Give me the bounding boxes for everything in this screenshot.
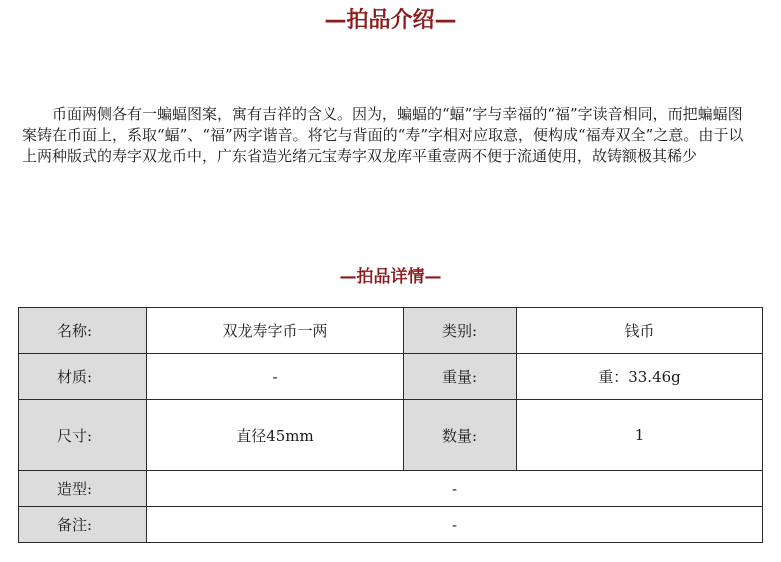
size-label: 尺寸: (19, 400, 147, 471)
category-value: 钱币 (517, 308, 763, 354)
weight-value: 重：33.46g (517, 354, 763, 400)
weight-label: 重量: (404, 354, 517, 400)
intro-paragraph: 币面两侧各有一蝙蝠图案，寓有吉祥的含义。因为，蝙蝠的“蝠”字与幸福的“福”字读音相同，而把蝙蝠图案铸在币面上，系取“蝠”、“福”两字谐音。将它与背面的“寿”字相对应取意，便构成“福寿双全”之意。由于以上两种版式的寿字双龙币中，广东省造光绪元宝寿字双龙库平重壹两不便于流通使用，故铸额极其稀少 (22, 105, 744, 165)
intro-section-title: —拍品介绍— (324, 8, 457, 33)
quantity-label: 数量: (404, 400, 517, 471)
note-value: - (147, 507, 763, 543)
shape-value: - (147, 471, 763, 507)
details-section-title: —拍品详情— (339, 267, 442, 287)
category-label: 类别: (404, 308, 517, 354)
table-row-name-category (19, 308, 763, 354)
quantity-value: 1 (517, 400, 763, 471)
shape-label: 造型: (19, 471, 147, 507)
table-row-note (19, 507, 763, 543)
table-row-material-weight (19, 354, 763, 400)
note-label: 备注: (19, 507, 147, 543)
name-label: 名称: (19, 308, 147, 354)
table-row-size-quantity (19, 400, 763, 471)
details-table (18, 307, 763, 543)
material-label: 材质: (19, 354, 147, 400)
material-value: - (147, 354, 404, 400)
table-row-shape (19, 471, 763, 507)
name-value: 双龙寿字币一两 (147, 308, 404, 354)
size-value: 直径45mm (147, 400, 404, 471)
